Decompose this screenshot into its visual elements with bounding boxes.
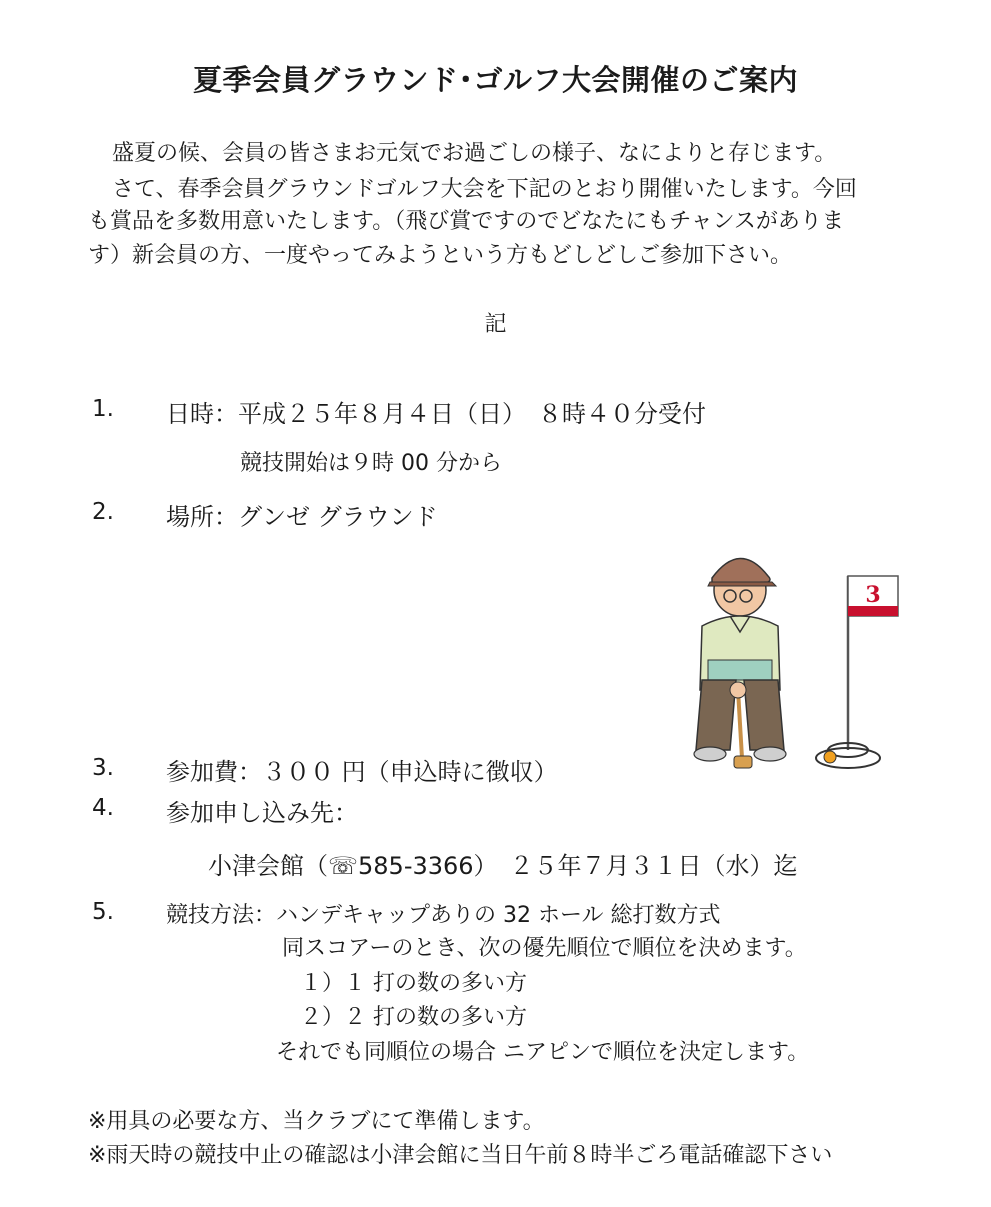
item-3-number: 3. [92, 755, 114, 781]
item-5-rule-1: 同スコアーのとき、次の優先順位で順位を決めます。 [282, 936, 807, 961]
item-2-location: 場所：グンゼ グラウンド [166, 503, 438, 531]
ki-heading: 記 [484, 312, 507, 337]
item-1-number: 1. [92, 396, 114, 422]
item-5-rule-3: ２）２ 打の数の多い方 [300, 1005, 527, 1030]
item-5-method: 競技方法：ハンデキャップありの 32 ホール 総打数方式 [166, 903, 721, 928]
page-title: 夏季会員グラウンド･ゴルフ大会開催のご案内 [192, 63, 798, 97]
item-3-fee: 参加費：３００ 円（申込時に徴収） [166, 758, 558, 786]
item-4-contact: 小津会館（☏585-3366） ２５年７月３１日（水）迄 [208, 852, 798, 880]
note-rain: ※雨天時の競技中止の確認は小津会館に当日午前８時半ごろ電話確認下さい [88, 1143, 833, 1168]
golfer-illustration [680, 540, 910, 780]
item-4-number: 4. [92, 795, 114, 821]
intro-line-2: さて、春季会員グラウンドゴルフ大会を下記のとおり開催いたします。今回 [112, 177, 857, 202]
intro-line-4: す）新会員の方、一度やってみようという方もどしどしご参加下さい。 [88, 243, 793, 268]
item-5-rule-4: それでも同順位の場合 ニアピンで順位を決定します。 [276, 1040, 810, 1065]
item-5-rule-2: １）１ 打の数の多い方 [300, 971, 527, 996]
flag-number: 3 [865, 582, 881, 608]
item-4-apply-to: 参加申し込み先： [166, 799, 358, 827]
item-1-start-time: 競技開始は９時 00 分から [240, 451, 502, 476]
intro-line-3: も賞品を多数用意いたします。（飛び賞ですのでどなたにもチャンスがありま [88, 209, 844, 234]
item-5-number: 5. [92, 899, 114, 925]
item-1-datetime: 日時：平成２５年８月４日（日） ８時４０分受付 [166, 400, 706, 428]
note-equipment: ※用具の必要な方、当クラブにて準備します。 [88, 1109, 545, 1134]
intro-line-1: 盛夏の候、会員の皆さまお元気でお過ごしの様子、なによりと存じます。 [112, 141, 837, 166]
item-2-number: 2. [92, 499, 114, 525]
